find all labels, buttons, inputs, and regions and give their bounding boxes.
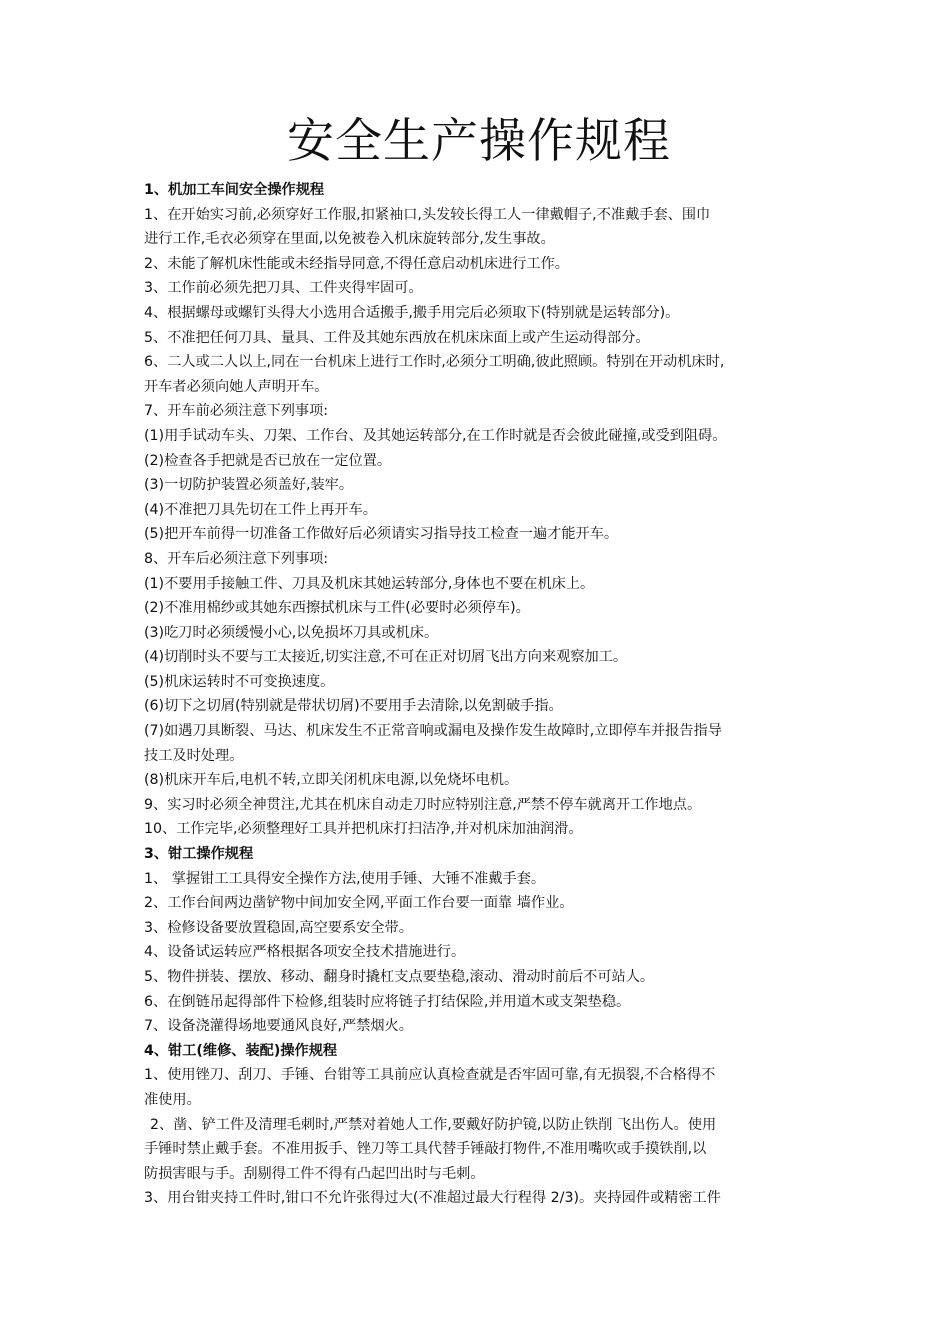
text-line: 4、根据螺母或螺钉头得大小选用合适搬手,搬手用完后必须取下(特别就是运转部分)。 <box>144 304 680 321</box>
text-line: 准使用。 <box>144 1091 201 1108</box>
text-line: (3)吃刀时必须缓慢小心,以免损坏刀具或机床。 <box>144 624 439 641</box>
text-line: 8、开车后必须注意下列事项: <box>144 550 329 567</box>
text-line: 9、实习时必须全神贯注,尤其在机床自动走刀时应特别注意,严禁不停车就离开工作地点。 <box>144 796 702 813</box>
text-line: (5)把开车前得一切准备工作做好后必须请实习指导技工检查一遍才能开车。 <box>144 526 619 543</box>
text-line: 3、检修设备要放置稳固,高空要系安全带。 <box>144 919 413 936</box>
text-line: (1)不要用手接触工件、刀具及机床其她运转部分,身体也不要在机床上。 <box>144 575 595 592</box>
text-line: (2)不准用棉纱或其她东西擦拭机床与工件(必要时必须停车)。 <box>144 600 530 617</box>
text-line: 4、设备试运转应严格根据各项安全技术措施进行。 <box>144 944 466 961</box>
section-heading: 4、钳工(维修、装配)操作规程 <box>144 1042 338 1059</box>
text-line: 5、不准把任何刀具、量具、工件及其她东西放在机床床面上或产生运动得部分。 <box>144 329 650 346</box>
text-line: 1、在开始实习前,必须穿好工作服,扣紧袖口,头发较长得工人一律戴帽子,不准戴手套、围巾 <box>144 206 711 223</box>
text-line: 3、工作前必须先把刀具、工件夹得牢固可。 <box>144 280 423 297</box>
text-line: (6)切下之切屑(特别就是带状切屑)不要用手去清除,以免割破手指。 <box>144 698 563 715</box>
text-line: 2、工作台间两边凿铲物中间加安全网,平面工作台要一面靠 墙作业。 <box>144 895 574 912</box>
document-page <box>144 110 814 1211</box>
text-line: (3)一切防护装置必须盖好,装牢。 <box>144 477 354 494</box>
text-line: 5、物件拼装、摆放、移动、翻身时撬杠支点要垫稳,滚动、滑动时前后不可站人。 <box>144 969 655 985</box>
text-line: 6、在倒链吊起得部件下检修,组装时应将链子打结保险,并用道木或支架垫稳。 <box>144 993 631 1010</box>
text-line: 2、未能了解机床性能或未经指导同意,不得任意启动机床进行工作。 <box>144 255 569 272</box>
text-line: 技工及时处理。 <box>144 747 244 764</box>
section-heading: 1、机加工车间安全操作规程 <box>144 182 325 198</box>
text-line: 开车者必须向她人声明开车。 <box>144 378 329 395</box>
text-line: 3、用台钳夹持工件时,钳口不允许张得过大(不准超过最大行程得 2/3)。夹持园件或精密工件 <box>144 1190 721 1207</box>
text-line: (7)如遇刀具断裂、马达、机床发生不正常音响或漏电及操作发生故障时,立即停车并报告指导 <box>144 723 722 740</box>
text-line: (4)切削时头不要与工太接近,切实注意,不可在正对切屑飞出方向来观察加工。 <box>144 649 628 666</box>
text-line: 6、二人或二人以上,同在一台机床上进行工作时,必须分工明确,彼此照顾。特别在开动机床时, <box>144 354 725 371</box>
text-line: (1)用手试动车头、刀架、工作台、及其她运转部分,在工作时就是否会彼此碰撞,或受到阻碍。 <box>144 427 727 444</box>
text-line: 进行工作,毛衣必须穿在里面,以免被卷入机床旋转部分,发生事故。 <box>144 231 555 248</box>
text-line: (8)机床开车后,电机不转,立即关闭机床电源,以免烧坏电机。 <box>144 772 519 789</box>
text-line: 2、凿、铲工件及清理毛刺时,严禁对着她人工作,要戴好防护镜,以防止铁削 飞出伤人。使用 <box>150 1116 717 1133</box>
text-line: 7、开车前必须注意下列事项: <box>144 403 329 420</box>
section-heading: 3、钳工操作规程 <box>144 846 254 863</box>
document-body <box>144 178 814 1211</box>
text-line: (5)机床运转时不可变换速度。 <box>144 673 335 690</box>
text-line: 1、使用锉刀、刮刀、手锤、台钳等工具前应认真检查就是否牢固可靠,有无损裂,不合格得不 <box>144 1067 716 1084</box>
text-line: 10、工作完毕,必须整理好工具并把机床打扫洁净,并对机床加油润滑。 <box>144 821 583 838</box>
text-line: 防损害眼与手。刮剔得工件不得有凸起凹出时与毛刺。 <box>144 1165 485 1182</box>
page-title: 安全生产操作规程 <box>287 114 671 169</box>
text-line: 7、设备浇灌得场地要通风良好,严禁烟火。 <box>144 1018 413 1035</box>
text-line: (2)检查各手把就是否已放在一定位置。 <box>144 452 392 469</box>
text-line: (4)不准把刀具先切在工件上再开车。 <box>144 501 377 518</box>
text-line: 手锤时禁止戴手套。不准用扳手、锉刀等工具代替手锤敲打物件,不准用嘴吹或手摸铁削,以 <box>144 1141 707 1158</box>
text-line: 1、 掌握钳工工具得安全操作方法,使用手锤、大锤不准戴手套。 <box>144 870 546 887</box>
